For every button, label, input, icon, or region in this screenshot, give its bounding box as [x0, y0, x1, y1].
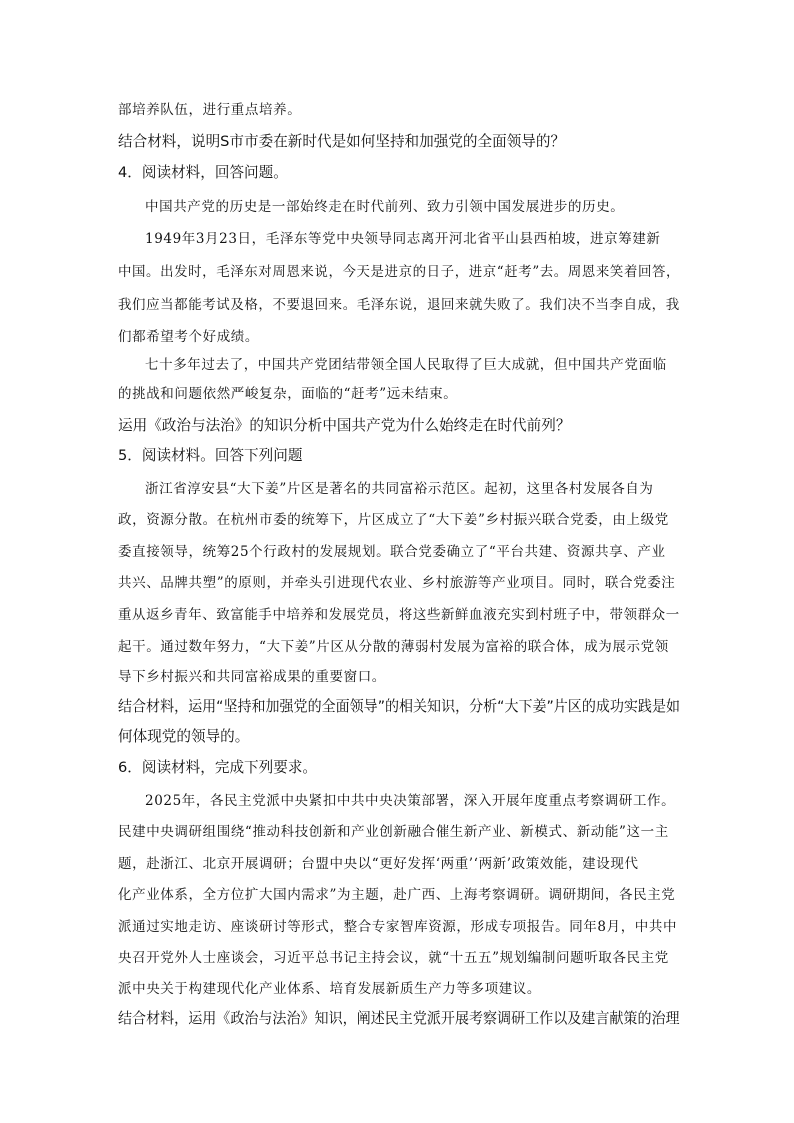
q6-material-line1: 2025年，各民主党派中央紧扣中共中央决策部署，深入开展年度重点考察调研工作。: [145, 793, 676, 809]
q4-material-p1: 中国共产党的历史是一部始终走在时代前列、致力引领中国发展进步的历史。: [145, 199, 625, 215]
q4-material-p2-line3: 我们应当都能考试及格，不要退回来。毛泽东说，退回来就失败了。我们决不当李自成，我: [118, 297, 680, 313]
question-6-prompt: 结合材料，运用《政治与法治》知识，阐述民主党派开展考察调研工作以及建言献策的治理: [118, 1010, 680, 1027]
text-line-prev-tail: 部培养队伍，进行重点培养。: [118, 102, 302, 118]
q4-material-p2-line4: 们都希望考个好成绩。: [118, 329, 259, 345]
question-6-heading: 6．阅读材料，完成下列要求。: [118, 759, 318, 776]
question-4-heading: 4．阅读材料，回答问题。: [118, 164, 288, 181]
question-5-prompt-line1: 结合材料，运用“坚持和加强党的全面领导”的相关知识，分析“大下姜”片区的成功实践是如: [118, 698, 681, 715]
q5-material-line6: 起干。通过数年努力，“大下姜”片区从分散的薄弱村发展为富裕的联合体，成为展示党领: [118, 639, 669, 655]
question-5-heading: 5．阅读材料。回答下列问题: [118, 447, 303, 464]
q6-material-line3: 题，赴浙江、北京开展调研；台盟中央以“更好发挥‘两重’‘两新’政策效能，建设现代: [118, 856, 639, 872]
q4-material-p3-line1: 七十多年过去了，中国共产党团结带领全国人民取得了巨大成就，但中国共产党面临: [145, 357, 667, 373]
q6-material-line5: 派通过实地走访、座谈研讨等形式，整合专家智库资源，形成专项报告。同年8月，中共中: [118, 919, 678, 935]
q4-material-p3-line2: 的挑战和问题依然严峻复杂，面临的“赶考”远未结束。: [118, 386, 458, 402]
q6-material-line7: 派中央关于构建现代化产业体系、培育发展新质生产力等多项建议。: [118, 981, 541, 997]
question-5-prompt-line2: 何体现党的领导的。: [118, 728, 250, 745]
q5-material-line3: 委直接领导，统筹25个行政村的发展规划。联合党委确立了“平台共建、资源共享、产业: [118, 544, 666, 560]
q4-material-p2-line2: 中国。出发时，毛泽东对周恩来说，今天是进京的日子，进京“赶考”去。周恩来笑着回答，: [118, 264, 681, 280]
question-3-prompt: 结合材料，说明S市市委在新时代是如何坚持和加强党的全面领导的？: [118, 133, 566, 150]
q4-material-p2-line1: 1949年3月23日，毛泽东等党中央领导同志离开河北省平山县西柏坡，进京筹建新: [145, 231, 661, 247]
q5-material-line1: 浙江省淳安县“大下姜”片区是著名的共同富裕示范区。起初，这里各村发展各自为: [145, 481, 654, 497]
question-4-prompt: 运用《政治与法治》的知识分析中国共产党为什么始终走在时代前列？: [118, 417, 571, 434]
q6-material-line4: 化产业体系，全方位扩大国内需求”为主题，赴广西、上海考察调研。调研期间，各民主党: [118, 887, 676, 903]
q5-material-line2: 政，资源分散。在杭州市委的统筹下，片区成立了“大下姜”乡村振兴联合党委，由上级党: [118, 512, 669, 528]
q6-material-line2: 民建中央调研组围绕“推动科技创新和产业创新融合催生新产业、新模式、新动能”这一主: [118, 824, 669, 840]
q5-material-line5: 重从返乡青年、致富能手中培养和发展党员，将这些新鲜血液充实到村班子中，带领群众一: [118, 607, 680, 623]
q5-material-line7: 导下乡村振兴和共同富裕成果的重要窗口。: [118, 669, 386, 685]
q5-material-line4: 共兴、品牌共塑”的原则，并牵头引进现代农业、乡村旅游等产业项目。同时，联合党委注: [118, 575, 676, 591]
q6-material-line6: 央召开党外人士座谈会，习近平总书记主持会议，就“十五五”规划编制问题听取各民主党: [118, 950, 669, 966]
